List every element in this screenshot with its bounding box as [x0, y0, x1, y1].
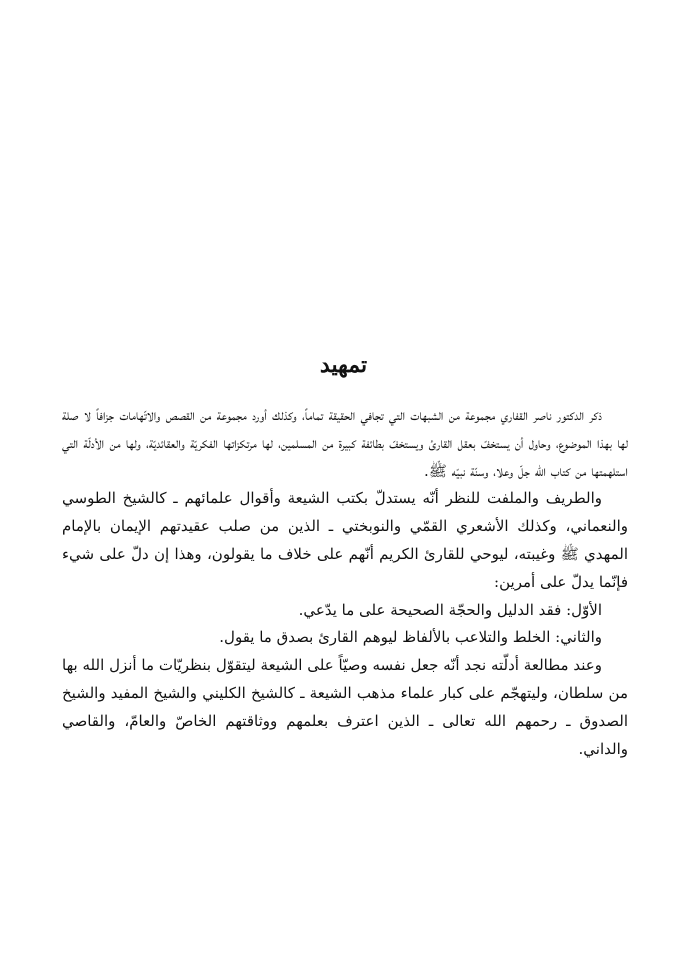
paragraph-conclusion: وعند مطالعة أدلّته نجد أنّه جعل نفسه وصيّاً على الشيعة ليتقوّل بنظريّات ما أنزل الله بها من سلطان، وليتهجّم على كبار علماء مذهب الشيعة ـ كالشيخ الكليني والشيخ المفيد والشيخ الصدوق ـ رحمهم الله تعالى ـ الذين اعترف بعلمهم ووثاقتهم الخاصّ والعامّ، والقاصي والداني.	[62, 656, 628, 758]
paragraph-second-point: والثاني: الخلط والتلاعب بالألفاظ ليوهم القارئ بصدق ما يقول.	[219, 628, 602, 647]
paragraph-citations: والطريف والملفت للنظر أنّه يستدلّ بكتب الشيعة وأقوال علمائهم ـ كالشيخ الطوسي والنعماني، وكذلك الأشعري القمّي والنوبختي ـ الذين من صلب عقيدتهم الإيمان بالإمام المهدي ﷺ وغيبته، ليوحي للقارئ الكريم أنّهم على خلاف ما يقولون، وهذا إن دلّ على شيء فإنّما يدلّ على أمرين:	[62, 489, 628, 591]
body-text	[62, 402, 628, 763]
page-title: تمهيد	[319, 352, 368, 378]
paragraph-first-point: الأوّل: فقد الدليل والحجّة الصحيحة على ما يدّعي.	[298, 600, 602, 619]
paragraph-intro: ذكر الدكتور ناصر القفاري مجموعة من الشبهات التي تجافي الحقيقة تماماً، وكذلك أورد مجموعة من القصص والاتّهامات جزافاً لا صلة لها بهذا الموضوع، وحاول أن يستخفّ بعقل القارئ ويستخفّ بطائفة كبيرة من المسلمين، لها مرتكزاتها الفكريّة والعقائديّة، ولها من الأدلّة التي استلهمتها من كتاب الله جلّ وعلا، وسنّة نبيّه ﷺ.	[62, 406, 628, 480]
